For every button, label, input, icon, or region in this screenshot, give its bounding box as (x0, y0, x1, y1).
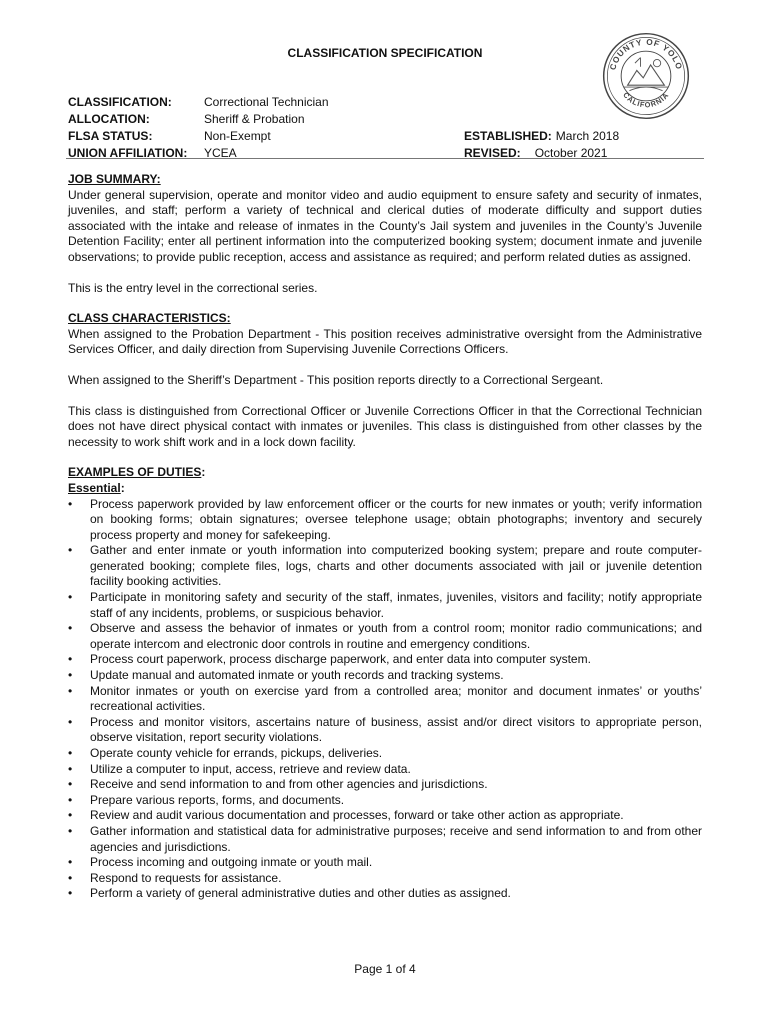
duty-text: Prepare various reports, forms, and documents. (90, 792, 345, 807)
sheriff-text: When assigned to the Sheriff’s Department - This position reports directly to a Correctional Sergeant. (68, 372, 604, 387)
duty-text: Review and audit various documentation and processes, forward or take other action as appropriate. (90, 808, 624, 823)
bullet-icon: • (68, 590, 73, 605)
duty-text: Gather and enter inmate or youth information into computerized booking system; prepare and route computer-generated booking; complete files, logs, charts and other documents associated with jail or juvenile detention facility booking activities. (90, 543, 702, 589)
duty-text: Utilize a computer to input, access, retrieve and review data. (90, 761, 411, 776)
duty-text: Perform a variety of general administrative duties and other duties as assigned. (90, 886, 511, 901)
classification-row (68, 94, 464, 111)
class-characteristics-heading: CLASS CHARACTERISTICS: (68, 311, 231, 326)
page-number: Page 1 of 4 (354, 962, 416, 976)
duties-heading-colon: : (201, 465, 206, 480)
flsa-value: Non-Exempt (204, 129, 271, 143)
page-title: CLASSIFICATION SPECIFICATION (287, 46, 483, 60)
bullet-icon: • (68, 870, 73, 885)
union-value: YCEA (204, 146, 237, 160)
established-label: ESTABLISHED: (464, 129, 552, 143)
essential-heading (68, 481, 702, 497)
list-item (68, 746, 702, 762)
list-item (68, 855, 702, 871)
entry-level-text: This is the entry level in the correctional series. (68, 280, 318, 295)
duty-text: Observe and assess the behavior of inmates or youth from a control room; monitor radio communications; and operate intercom and electronic door controls in routine and emergency conditions. (90, 621, 702, 651)
dates-block (464, 128, 619, 162)
duties-heading (68, 465, 702, 481)
list-item (68, 715, 702, 746)
probation-text: When assigned to the Probation Department - This position receives administrative oversight from the Administrative Services Officer, and daily direction from Supervising Juvenile Corrections Officers. (68, 326, 702, 357)
list-item (68, 621, 702, 652)
union-label: UNION AFFILIATION: (68, 146, 188, 160)
bullet-icon: • (68, 855, 73, 870)
allocation-value: Sheriff & Probation (204, 112, 305, 126)
duty-text: Process paperwork provided by law enforcement officer or the courts for new inmates or youth; verify information on booking forms; obtain signatures; oversee telephone usage; obtain photographs; inventory and securely process property and money for safekeeping. (90, 496, 702, 542)
duty-text: Process and monitor visitors, ascertains nature of business, assist and/or direct visitors to appropriate person, observe visitation, report security violations. (90, 714, 702, 745)
list-item (68, 652, 702, 668)
duty-text: Gather information and statistical data for administrative purposes; receive and send information to and from other agencies and jurisdictions. (90, 823, 702, 854)
list-item (68, 808, 702, 824)
county-seal-icon (600, 30, 692, 122)
distinguished-text: This class is distinguished from Correctional Officer or Juvenile Corrections Officer in that the Correctional Technician does not have direct physical contact with inmates or juveniles. This class is distinguished from other classes by the necessity to work shift work and in a lock down facility. (68, 403, 702, 449)
classification-meta (68, 94, 464, 162)
list-item (68, 668, 702, 684)
bullet-icon: • (68, 777, 73, 792)
established-value: March 2018 (555, 129, 620, 143)
essential-label: Essential (68, 480, 121, 495)
list-item (68, 886, 702, 902)
bullet-icon: • (68, 823, 73, 838)
duty-text: Process incoming and outgoing inmate or youth mail. (90, 855, 373, 870)
document-body (68, 172, 702, 902)
established-row (464, 128, 619, 145)
duty-text: Operate county vehicle for errands, pickups, deliveries. (90, 746, 383, 760)
list-item (68, 684, 702, 715)
bullet-icon: • (68, 496, 73, 511)
essential-colon: : (120, 480, 125, 495)
list-item (68, 871, 702, 887)
duty-text: Respond to requests for assistance. (90, 870, 282, 885)
list-item (68, 590, 702, 621)
allocation-row (68, 111, 464, 128)
union-row (68, 145, 464, 162)
bullet-icon: • (68, 761, 73, 776)
header-divider (66, 158, 704, 159)
duty-text: Receive and send information to and from other agencies and jurisdictions. (90, 777, 488, 792)
revised-label: REVISED: (464, 146, 521, 160)
svg-text:CALIFORNIA (621, 90, 671, 109)
duties-heading-text: EXAMPLES OF DUTIES (68, 465, 202, 480)
bullet-icon: • (68, 543, 73, 558)
bullet-icon: • (68, 683, 73, 698)
seal-text-bottom: CALIFORNIA (621, 90, 671, 110)
flsa-row (68, 128, 464, 145)
bullet-icon: • (68, 714, 73, 729)
classification-label: CLASSIFICATION: (68, 95, 172, 109)
duty-text: Update manual and automated inmate or youth records and tracking systems. (90, 668, 504, 683)
classification-value: Correctional Technician (204, 95, 329, 109)
duty-text: Participate in monitoring safety and security of the staff, inmates, juveniles, visitors and facility; notify appropriate staff of any incidents, problems, or suspicious behavior. (90, 590, 702, 620)
list-item (68, 497, 702, 544)
revised-value: October 2021 (534, 146, 608, 160)
bullet-icon: • (68, 808, 73, 823)
seal-text-top: COUNTY OF YOLO (608, 37, 684, 72)
bullet-icon: • (68, 652, 73, 667)
job-summary-heading: JOB SUMMARY: (68, 172, 161, 186)
flsa-label: FLSA STATUS: (68, 129, 153, 143)
list-item (68, 793, 702, 809)
list-item (68, 824, 702, 855)
job-summary-text: Under general supervision, operate and monitor video and audio equipment to ensure safety and security of inmates, juveniles, and staff; perform a variety of technical and clerical duties of moderate difficulty and support duties associated with the intake and release of inmates in the County’s Jail system and juveniles in the County’s Juvenile Detention Facility; enter all pertinent information into the computerized booking system; document inmate and juvenile observations; to provide public reception, access and assistance as required; and perform related duties as assigned. (68, 187, 702, 264)
bullet-icon: • (68, 886, 73, 901)
list-item (68, 777, 702, 793)
list-item (68, 543, 702, 590)
revised-row (464, 145, 619, 162)
duties-list (68, 497, 702, 902)
list-item (68, 762, 702, 778)
bullet-icon: • (68, 621, 73, 636)
duty-text: Monitor inmates or youth on exercise yard from a controlled area; monitor and document inmates’ or youths’ recreational activities. (90, 683, 702, 714)
bullet-icon: • (68, 746, 73, 760)
duty-text: Process court paperwork, process discharge paperwork, and enter data into computer system. (90, 652, 591, 667)
bullet-icon: • (68, 668, 73, 683)
bullet-icon: • (68, 792, 73, 807)
allocation-label: ALLOCATION: (68, 112, 150, 126)
